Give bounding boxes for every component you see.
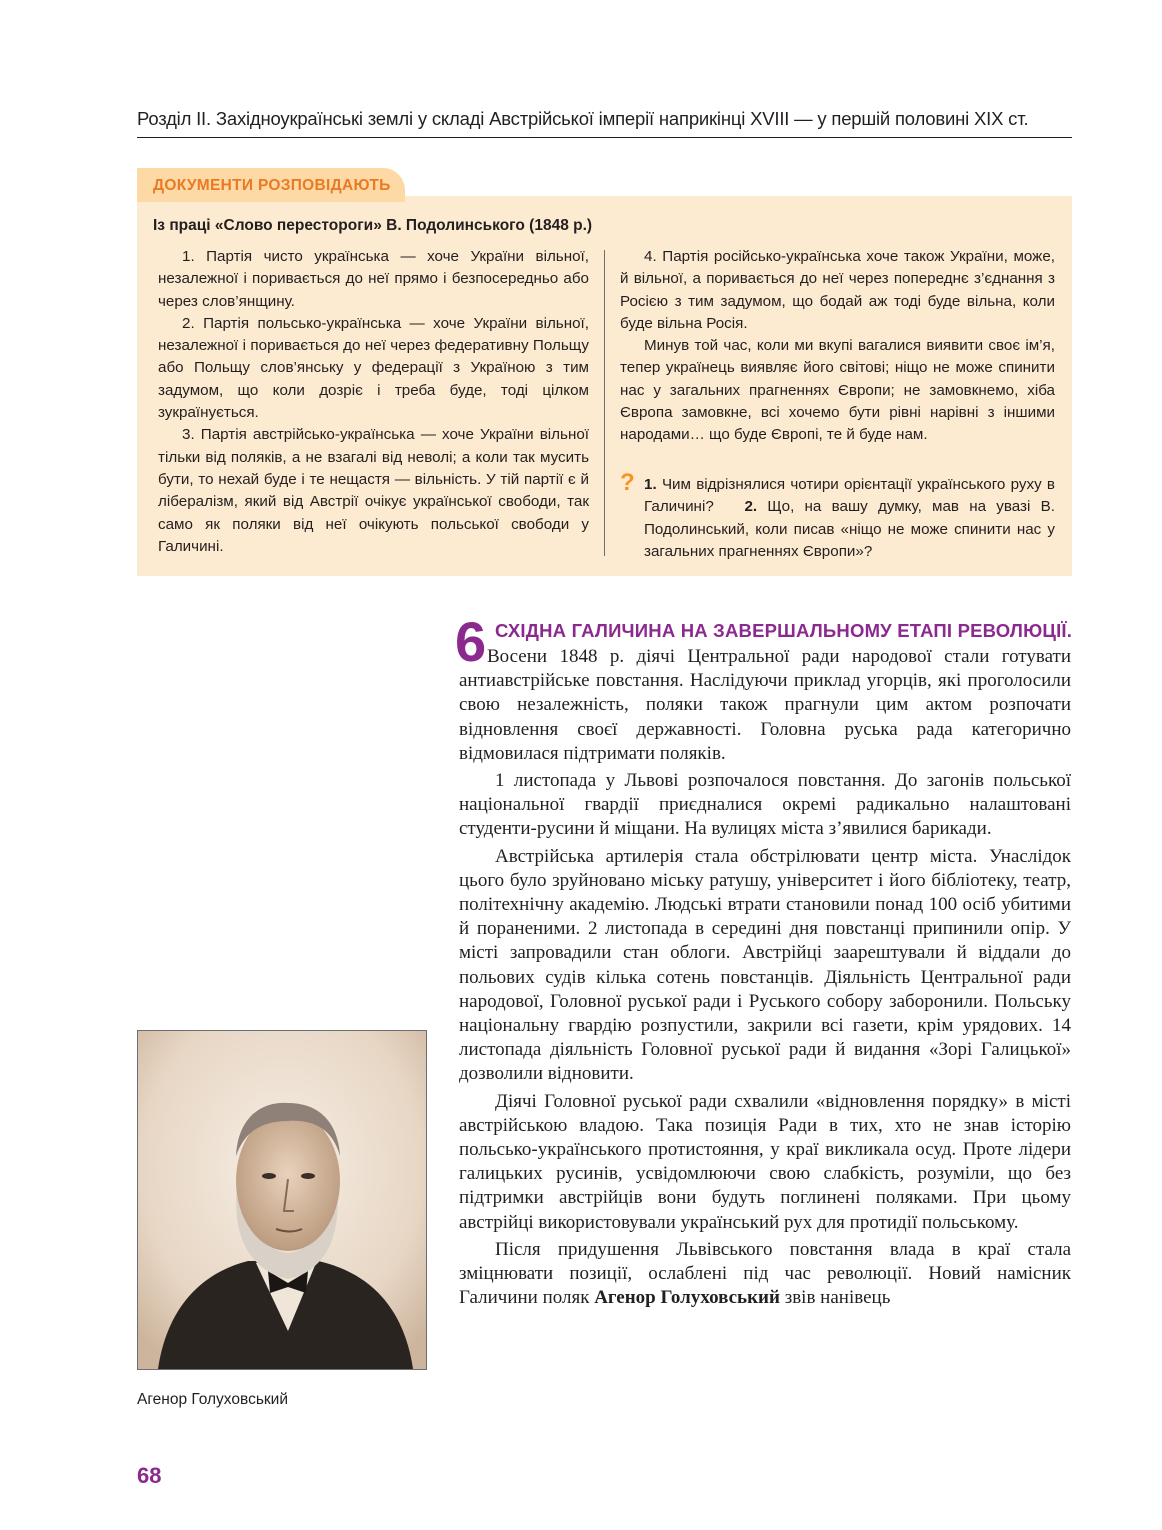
question-2-text: Що, на вашу думку, мав на увазі В. Подолинський, коли писав «ніщо не може спинити нас у загальних прагненнях Європи»? [644, 498, 1055, 560]
body-paragraph: Австрійська артилерія стала обстрілювати центр міста. Унаслідок цього було зруйновано міську ратушу, університет і його бібліотеку, театр, політехнічну академію. Людські втрати становили понад 100 осіб убитими й пораненими. 2 листопада в середині дня повстанці припинили опір. У місті запровадили стан облоги. Австрійці заарештували й віддали до польових судів кілька сотень повстанців. Діяльність Центральної ради народової, Головної руської ради і Руського собору заборонили. Польську національну гвардію розпустили, закрили всі газети, крім урядових. 14 листопада діяльність Головної руської ради й видання «Зорі Галицької» дозволили відновити. [459, 845, 1071, 1085]
page-number: 68 [137, 1463, 162, 1488]
bold-name: Агенор Голуховський [594, 1287, 780, 1309]
document-tab-label: ДОКУМЕНТИ РОЗПОВІДАЮТЬ [153, 177, 391, 194]
document-paragraph: 2. Партія польсько-українська — хоче України вільної, незалежної і поривається до неї через федеративну Польщу або Польщу слов’янську у федерації з Україною з тим задумом, що коли дозріє і треба буде, тоді цілком зукраїнується. [158, 314, 589, 422]
document-paragraph: 1. Партія чисто українська — хоче України вільної, незалежної і поривається до неї прямо і безпосередньо або через слов’янщину. [158, 248, 589, 310]
main-text [459, 645, 1071, 1313]
body-paragraph: Діячі Головної руської ради схвалили «відновлення порядку» в місті австрійською владою. Така позиція Ради в тих, хто не знав історію польсько-українського протистояння, у краї викликала осуд. Проте лідери галицьких русинів, усвідомлюючи свою слабкість, розуміли, що без підтримки австрійців вони будуть поглинені поляками. При цьому австрійці використовували український рух для протидії польському. [459, 1090, 1071, 1233]
section-heading: СХІДНА ГАЛИЧИНА НА ЗАВЕРШАЛЬНОМУ ЕТАПІ РЕВОЛЮЦІЇ. [495, 620, 1073, 641]
questions-block [620, 469, 1055, 563]
portrait-image [138, 1031, 426, 1369]
question-1-number: 1. [644, 476, 657, 493]
question-1-text: Чим відрізнялися чотири орієнтації українського руху в Галичині? [644, 476, 1055, 516]
portrait-photo [137, 1030, 427, 1370]
portrait-caption: Агенор Голуховський [137, 1391, 288, 1408]
document-paragraph: Минув той час, коли ми вкупі вагалися виявити своє ім’я, тепер українець виявляє його світові; ніщо не може спинити нас у загальних прагненнях Європи; не замовкнемо, хіба Європа замовкне, всі хочемо бути рівні нарівні з іншими народами… що буде Європі, те й буде нам. [620, 337, 1055, 444]
section-number: 6 [455, 610, 487, 673]
document-right-column [620, 246, 1055, 447]
running-header: Розділ ІІ. Західноукраїнські землі у складі Австрійської імперії наприкінці XVIII — у першій половині ХІХ ст. [137, 108, 1029, 129]
document-paragraph: 3. Партія австрійсько-українська — хоче України вільної тільки від поляків, а не взагалі від неволі; а коли так мусить бути, то нехай буде і те нещастя — вільність. У тій партії є й лібералізм, який від Австрії очікує української свободи, так само як поляки від неї очікують польської свободи у Галичині. [158, 426, 589, 555]
document-left-column [158, 246, 589, 558]
header-rule [137, 137, 1072, 138]
body-paragraph: 1 листопада у Львові розпочалося повстання. До загонів польської національної гвардії приєдналися окремі радикально налаштовані студенти-русини й міщани. На вулицях міста з’явилися барикади. [459, 770, 1071, 840]
question-mark-icon: ? [620, 469, 635, 496]
document-paragraph: 4. Партія російсько-українська хоче також України, може, й вільної, а поривається до неї через попереднє з’єднання з Росією з тим задумом, що бодай аж тоді буде вільна, коли буде вільна Росія. [620, 248, 1055, 332]
questions-text [620, 469, 1055, 563]
column-divider [604, 250, 605, 556]
document-title: Із праці «Слово перестороги» В. Подолинського (1848 р.) [153, 217, 593, 234]
question-2-number: 2. [744, 498, 758, 516]
body-paragraph: Після придушення Львівського повстання влада в краї стала зміцнювати позиції, ослаблені під час революції. Новий намісник Галичини поляк Агенор Голуховський звів нанівець [459, 1238, 1071, 1309]
body-paragraph: Восени 1848 р. діячі Центральної ради народової стали готувати антиавстрійське повстання. Наслідуючи приклад угорців, які проголосили свою незалежність, поляки також прагнули цим актом розпочати відновлення своєї державності. Головна руська рада категорично відмовилася підтримати поляків. [459, 646, 1071, 764]
